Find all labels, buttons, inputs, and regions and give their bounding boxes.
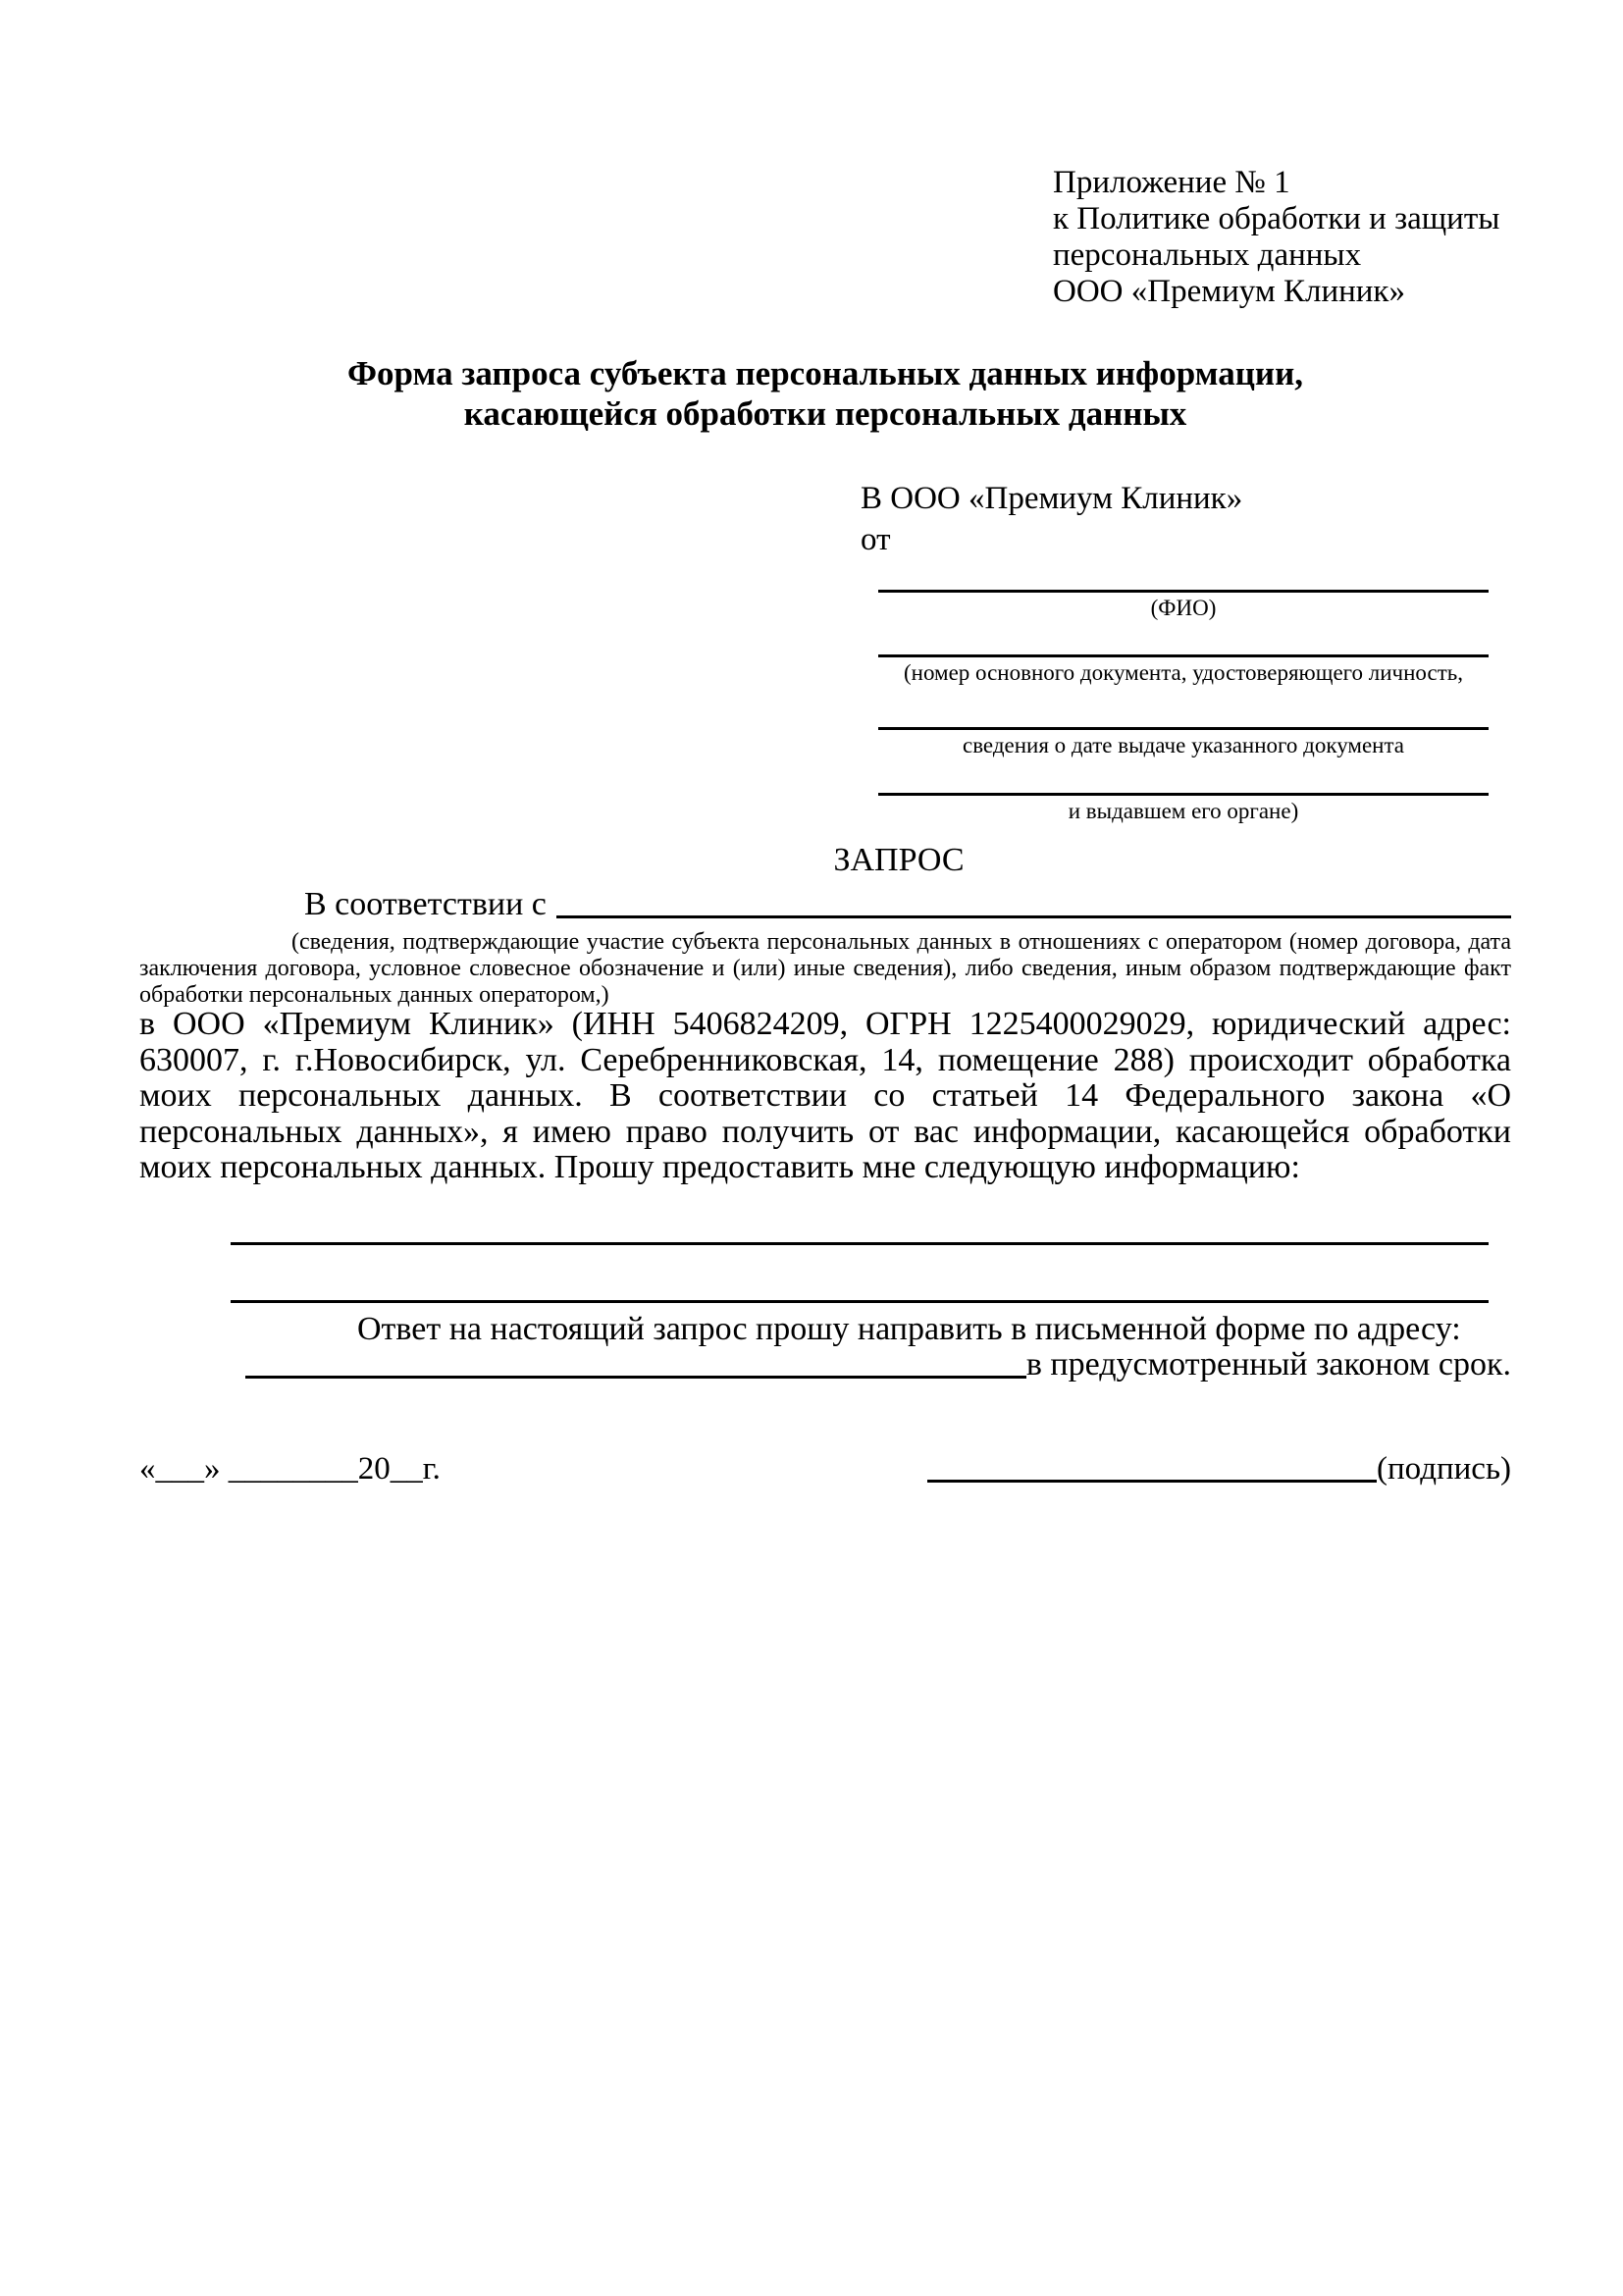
issue-date-field — [878, 727, 1489, 758]
addressee-to: В ООО «Премиум Клиник» — [861, 481, 1243, 516]
appendix-line-2: к Политике обработки и защиты — [1053, 201, 1500, 236]
signature-caption: (подпись) — [1377, 1451, 1511, 1487]
document-title — [139, 353, 1511, 434]
relationship-evidence-note: (сведения, подтверждающие участие субъекта персональных данных в отношениях с оператором (номер договора, дата заключения договора, условное словесное обозначение и (или) иные сведения), либо сведения, иным образом подтверждающие факт обработки персональных данных оператором,) — [139, 929, 1511, 1008]
issuing-authority-field — [878, 793, 1489, 824]
addressee-block — [861, 479, 1508, 824]
appendix-header — [1053, 165, 1499, 310]
accordance-intro-text: В соответствии с — [304, 886, 547, 922]
appendix-line-1: Приложение № 1 — [1053, 165, 1290, 200]
document-number-field — [878, 654, 1489, 686]
request-heading: ЗАПРОС — [833, 842, 965, 878]
accordance-blank-line — [556, 915, 1511, 918]
answer-request-paragraph: Ответ на настоящий запрос прошу направить в письменной форме по адресу: — [357, 1311, 1461, 1347]
date-blank-text: «___» ________20__г. — [139, 1451, 441, 1487]
document-title-line-1: Форма запроса субъекта персональных данных информации, — [346, 354, 1304, 392]
answer-address-blank-line — [245, 1376, 1026, 1379]
appendix-line-4: ООО «Премиум Клиник» — [1053, 274, 1405, 309]
accordance-line — [139, 886, 1511, 923]
request-body-paragraph: в ООО «Премиум Клиник» (ИНН 5406824209, ОГРН 1225400029029, юридический адрес: 630007, г. г.Новосибирск, ул. Серебренниковская, 14, помещение 288) происходит обработка моих персональных данных. В соответствии со статьей 14 Федерального закона «О персональных данных», я имею право получить от вас информации, касающейся обработки моих персональных данных. Прошу предоставить мне следующую информацию: — [139, 1006, 1511, 1186]
fio-caption: (ФИО) — [1150, 596, 1217, 620]
document-title-line-2: касающейся обработки персональных данных — [463, 394, 1187, 433]
document-number-caption: (номер основного документа, удостоверяющего личность, — [903, 660, 1463, 685]
fio-field — [878, 590, 1489, 621]
issue-date-caption: сведения о дате выдаче указанного документа — [962, 733, 1405, 757]
answer-address-row — [139, 1346, 1511, 1383]
signature-group — [927, 1450, 1511, 1487]
appendix-line-3: персональных данных — [1053, 237, 1362, 273]
addressee-from-label: от — [861, 522, 891, 557]
signature-blank-line — [927, 1480, 1377, 1483]
information-blank-line-2 — [231, 1300, 1489, 1303]
answer-deadline-text: в предусмотренный законом срок. — [1025, 1346, 1511, 1383]
date-signature-row — [139, 1450, 1511, 1487]
information-blank-line-1 — [231, 1242, 1489, 1245]
issuing-authority-caption: и выдавшем его органе) — [1068, 799, 1299, 823]
